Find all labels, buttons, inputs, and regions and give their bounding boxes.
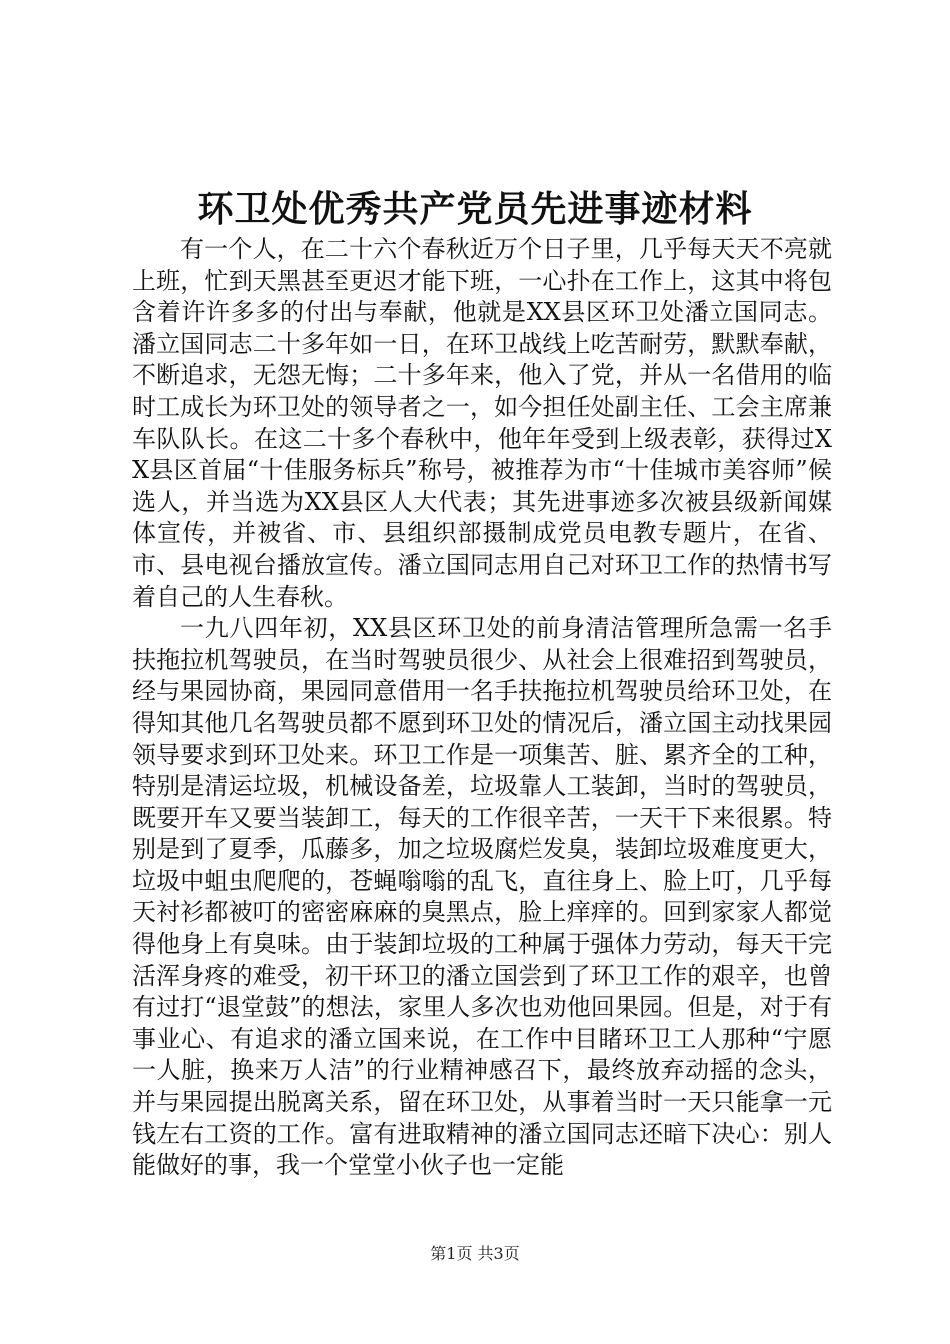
document-body: [132, 234, 832, 1182]
paragraph-2: 一九八四年初，XX县区环卫处的前身清洁管理所急需一名手扶拖拉机驾驶员，在当时驾驶员很少、从社会上很难招到驾驶员，经与果园协商，果园同意借用一名手扶拖拉机驾驶员给环卫处，在得知其他几名驾驶员都不愿到环卫处的情况后，潘立国主动找果园领导要求到环卫处来。环卫工作是一项集苦、脏、累齐全的工种，特别是清运垃圾，机械设备差，垃圾靠人工装卸，当时的驾驶员，既要开车又要当装卸工，每天的工作很辛苦，一天干下来很累。特别是到了夏季，瓜藤多，加之垃圾腐烂发臭，装卸垃圾难度更大，垃圾中蛆虫爬爬的，苍蝇嗡嗡的乱飞，直往身上、脸上叮，几乎每天衬衫都被叮的密密麻麻的臭黑点，脸上痒痒的。回到家家人都觉得他身上有臭味。由于装卸垃圾的工种属于强体力劳动，每天干完活浑身疼的难受，初干环卫的潘立国尝到了环卫工作的艰辛，也曾有过打“退堂鼓”的想法，家里人多次也劝他回果园。但是，对于有事业心、有追求的潘立国来说，在工作中目睹环卫工人那种“宁愿一人脏，换来万人洁”的行业精神感召下，最终放弃动摇的念头，并与果园提出脱离关系，留在环卫处，从事着当时一天只能拿一元钱左右工资的工作。富有进取精神的潘立国同志还暗下决心：别人能做好的事，我一个堂堂小伙子也一定能: [132, 614, 832, 1180]
document-title: 环卫处优秀共产党员先进事迹材料: [197, 188, 753, 230]
page-footer: 第1页 共3页: [430, 1244, 520, 1263]
paragraph-1: 有一个人，在二十六个春秋近万个日子里，几乎每天天不亮就上班，忙到天黑甚至更迟才能下班，一心扑在工作上，这其中将包含着许许多多的付出与奉献，他就是XX县区环卫处潘立国同志。潘立国同志二十多年如一日，在环卫战线上吃苦耐劳，默默奉献，不断追求，无怨无悔；二十多年来，他入了党，并从一名借用的临时工成长为环卫处的领导者之一，如今担任处副主任、工会主席兼车队队长。在这二十多个春秋中，他年年受到上级表彰，获得过XX县区首届“十佳服务标兵”称号，被推荐为市“十佳城市美容师”候选人，并当选为XX县区人大代表；其先进事迹多次被县级新闻媒体宣传，并被省、市、县组织部摄制成党员电教专题片，在省、市、县电视台播放宣传。潘立国同志用自己对环卫工作的热情书写着自己的人生春秋。: [132, 235, 832, 611]
